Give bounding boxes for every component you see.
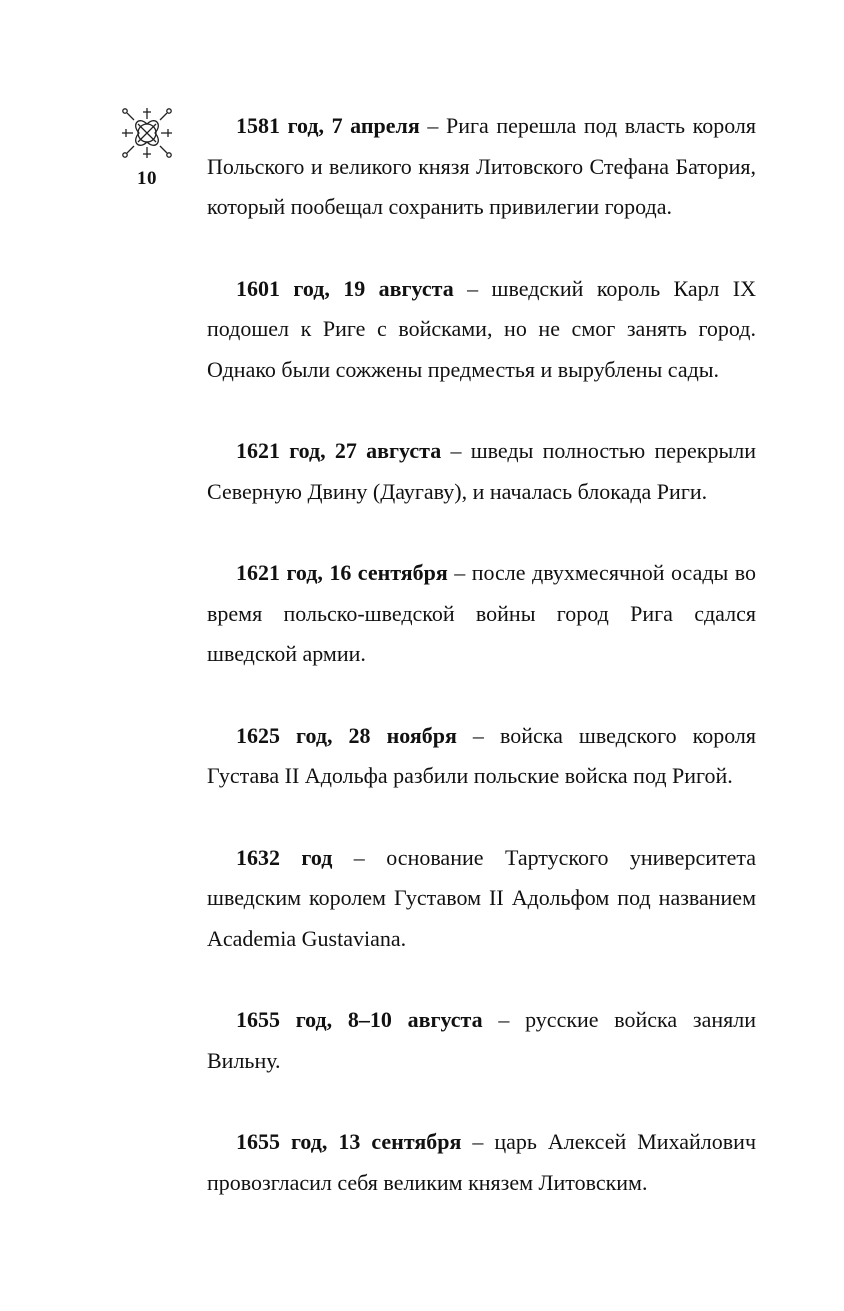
entry-text: русские войска заняли Вильну. bbox=[207, 1007, 756, 1073]
entry-text: после двухмесячной осады во время польско-шведской войны город Рига сдался шведской армии. bbox=[207, 560, 757, 666]
celtic-knot-icon bbox=[118, 104, 176, 162]
chronology-entry bbox=[207, 716, 756, 797]
entry-dash: – bbox=[332, 844, 387, 870]
chronology-entry bbox=[207, 553, 756, 675]
entry-date: 1581 год, 7 апреля bbox=[236, 113, 420, 138]
entry-date: 1621 год, 27 августа bbox=[236, 438, 442, 463]
entry-dash: – bbox=[456, 722, 500, 748]
chronology-entry bbox=[207, 269, 756, 391]
entry-text: шведы полностью перекрыли Северную Двину (Даугаву), и началась блокада Риги. bbox=[207, 438, 756, 504]
entry-dash: – bbox=[441, 438, 471, 463]
entry-dash: – bbox=[461, 1129, 495, 1154]
chronology-entry bbox=[207, 431, 756, 512]
entry-text: шведский король Карл IX подошел к Риге с войсками, но не смог занять город. Однако были сожжены предместья и вырублены сады. bbox=[207, 275, 756, 382]
entry-text: основание Тартуского университета шведским королем Густавом II Адольфом под названием Academia Gustaviana. bbox=[207, 844, 757, 951]
chronology-entry bbox=[207, 838, 756, 960]
entry-dash: – bbox=[419, 113, 446, 138]
page-number: 10 bbox=[137, 168, 157, 189]
entry-text: войска шведского короля Густава II Адольфа разбили польские войска под Ригой. bbox=[207, 722, 757, 788]
entry-text: царь Алексей Михайлович провозгласил себя великим князем Литовским. bbox=[207, 1129, 757, 1195]
entry-dash: – bbox=[482, 1007, 526, 1032]
entry-dash: – bbox=[453, 275, 492, 301]
chronology-list bbox=[207, 106, 756, 1244]
entry-date: 1655 год, 13 сентября bbox=[236, 1129, 462, 1154]
entry-text: Рига перешла под власть короля Польского и великого князя Литовского Стефана Батория, который пообещал сохранить привилегии города. bbox=[207, 113, 756, 219]
entry-date: 1601 год, 19 августа bbox=[236, 275, 454, 301]
chronology-entry bbox=[207, 1000, 756, 1081]
chronology-entry bbox=[207, 1122, 756, 1203]
entry-date: 1655 год, 8–10 августа bbox=[236, 1007, 483, 1032]
entry-date: 1625 год, 28 ноября bbox=[236, 722, 457, 748]
chronology-entry bbox=[207, 106, 756, 228]
entry-date: 1632 год bbox=[236, 844, 333, 870]
entry-date: 1621 год, 16 сентября bbox=[236, 560, 448, 585]
entry-dash: – bbox=[447, 560, 472, 585]
